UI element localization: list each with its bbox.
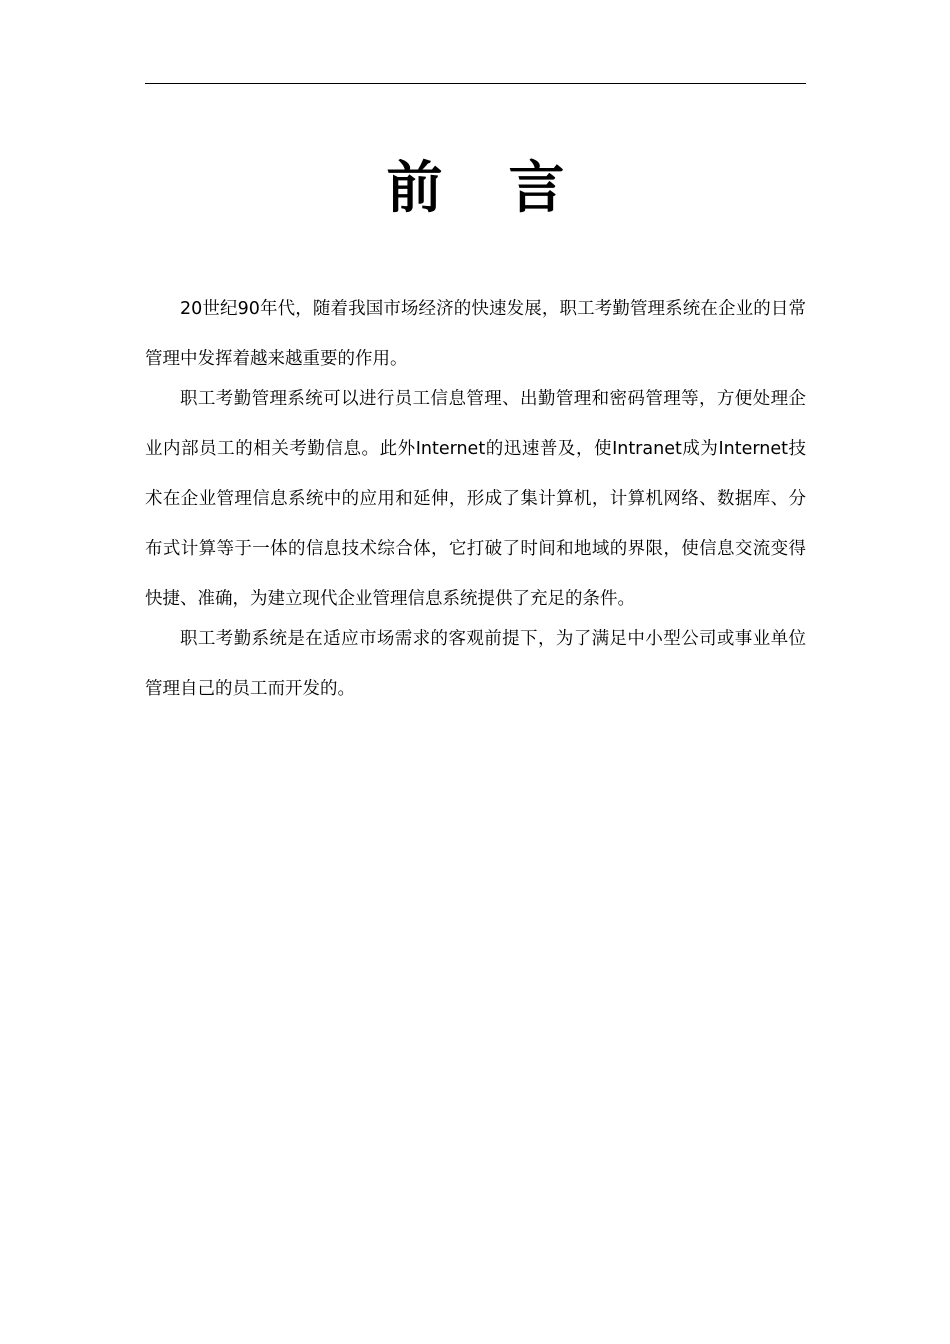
paragraph-2: 职工考勤管理系统可以进行员工信息管理、出勤管理和密码管理等，方便处理企业内部员工的相关考勤信息。此外Internet的迅速普及，使Intranet成为Internet技术在企业管理信息系统中的应用和延伸，形成了集计算机，计算机网络、数据库、分布式计算等于一体的信息技术综合体，它打破了时间和地域的界限，使信息交流变得快捷、准确，为建立现代企业管理信息系统提供了充足的条件。 — [145, 389, 806, 609]
header-rule — [145, 83, 806, 84]
page-title-char-2: 言 — [508, 155, 565, 221]
page-title — [145, 150, 806, 226]
body-text — [145, 284, 806, 714]
paragraph-3: 职工考勤系统是在适应市场需求的客观前提下，为了满足中小型公司或事业单位管理自己的员工而开发的。 — [145, 629, 806, 699]
paragraph-1: 20世纪90年代，随着我国市场经济的快速发展，职工考勤管理系统在企业的日常管理中发挥着越来越重要的作用。 — [145, 299, 806, 369]
page-title-char-1: 前 — [386, 155, 443, 221]
